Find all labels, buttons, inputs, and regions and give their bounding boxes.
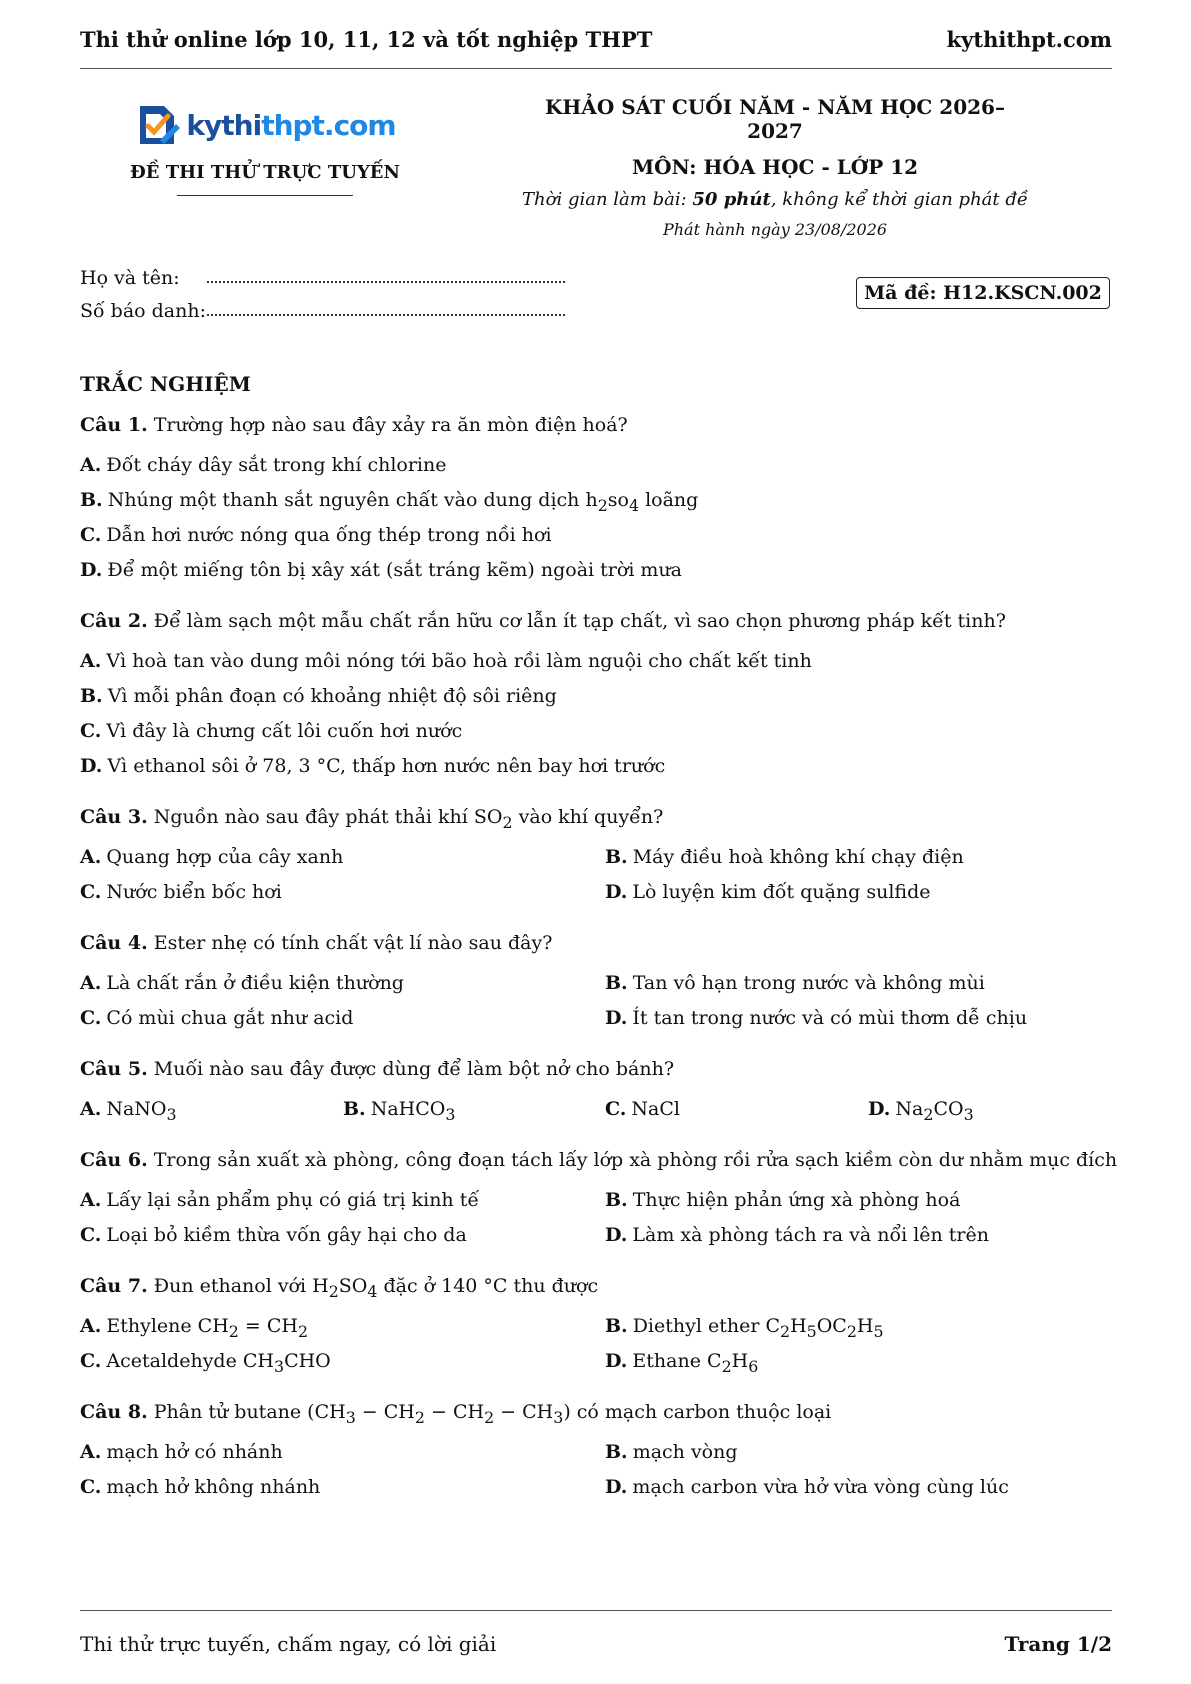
option-text: Vì đây là chưng cất lôi cuốn hơi nước xyxy=(106,720,463,742)
option-text: mạch hở không nhánh xyxy=(106,1476,321,1498)
option-text: Là chất rắn ở điều kiện thường xyxy=(106,972,404,994)
option-text: Quang hợp của cây xanh xyxy=(106,846,344,868)
answer-options xyxy=(80,644,1112,784)
option-letter: D. xyxy=(868,1098,891,1120)
answer-option-d[interactable] xyxy=(605,1001,1112,1036)
answer-option-d[interactable] xyxy=(80,553,1112,588)
question-text: Nguồn nào sau đây phát thải khí $SO_2$ vào khí quyển? xyxy=(147,806,664,832)
page-number: Trang 1/2 xyxy=(1004,1632,1112,1656)
option-letter: C. xyxy=(80,1476,102,1498)
student-id-field[interactable] xyxy=(207,295,565,316)
answer-option-c[interactable] xyxy=(80,1470,605,1505)
answer-option-c[interactable] xyxy=(605,1092,868,1127)
option-letter: A. xyxy=(80,972,102,994)
option-text: Thực hiện phản ứng xà phòng hoá xyxy=(632,1189,961,1211)
answer-option-c[interactable] xyxy=(80,1218,605,1253)
option-text: Nước biển bốc hơi xyxy=(106,881,282,903)
question-number: Câu 3. xyxy=(80,806,148,828)
answer-option-d[interactable] xyxy=(605,1470,1112,1505)
question-number: Câu 4. xyxy=(80,932,148,954)
option-text: NaHCO$_3$ xyxy=(370,1098,456,1124)
option-text: Vì hoà tan vào dung môi nóng tới bão hoà rồi làm nguội cho chất kết tinh xyxy=(106,650,812,672)
answer-option-d[interactable] xyxy=(605,875,1112,910)
option-text: Acetaldehyde $CH_3CHO$ xyxy=(106,1350,331,1376)
option-text: mạch carbon vừa hở vừa vòng cùng lúc xyxy=(632,1476,1009,1498)
duration-prefix: Thời gian làm bài: xyxy=(522,189,693,210)
question-number: Câu 2. xyxy=(80,610,148,632)
footer-divider xyxy=(80,1610,1112,1611)
answer-option-d[interactable] xyxy=(80,749,1112,784)
question-6 xyxy=(80,1145,1118,1253)
exam-page xyxy=(80,0,1118,1684)
question-stem xyxy=(80,1054,1112,1084)
student-info xyxy=(80,262,565,328)
exam-duration xyxy=(520,189,1030,210)
option-text: Đốt cháy dây sắt trong khí chlorine xyxy=(106,454,447,476)
option-text: Lò luyện kim đốt quặng sulfide xyxy=(632,881,931,903)
question-number: Câu 1. xyxy=(80,414,148,436)
page-header xyxy=(80,22,1112,56)
option-letter: A. xyxy=(80,846,102,868)
header-site-link[interactable]: kythithpt.com xyxy=(946,26,1112,52)
option-text: mạch hở có nhánh xyxy=(106,1441,283,1463)
page-footer xyxy=(80,1632,1112,1656)
answer-option-b[interactable] xyxy=(343,1092,605,1127)
answer-option-a[interactable] xyxy=(80,644,1112,679)
answer-option-d[interactable] xyxy=(868,1092,1112,1127)
question-stem xyxy=(80,802,1112,832)
name-field[interactable] xyxy=(207,262,565,283)
logo-text-part1: kythi xyxy=(186,108,262,142)
duration-suffix: , không kể thời gian phát đề xyxy=(770,189,1028,210)
question-number: Câu 5. xyxy=(80,1058,148,1080)
question-number: Câu 6. xyxy=(80,1149,148,1171)
option-letter: D. xyxy=(80,755,103,777)
question-4 xyxy=(80,928,1112,1036)
question-stem xyxy=(80,606,1112,636)
option-letter: B. xyxy=(80,685,103,707)
option-letter: C. xyxy=(605,1098,627,1120)
answer-options xyxy=(80,1092,1112,1127)
release-date: Phát hành ngày 23/08/2026 xyxy=(662,220,888,239)
answer-options xyxy=(80,1435,1112,1505)
option-letter: B. xyxy=(343,1098,366,1120)
answer-option-b[interactable] xyxy=(80,483,1112,518)
exam-title: KHẢO SÁT CUỐI NĂM - NĂM HỌC 2026–2027 xyxy=(545,95,1005,143)
option-letter: D. xyxy=(605,1224,628,1246)
option-letter: D. xyxy=(605,1007,628,1029)
question-text: Trường hợp nào sau đây xảy ra ăn mòn điện hoá? xyxy=(147,414,628,436)
question-text: Ester nhẹ có tính chất vật lí nào sau đây? xyxy=(147,932,553,954)
question-stem xyxy=(80,1271,1112,1301)
option-letter: C. xyxy=(80,1007,102,1029)
option-letter: C. xyxy=(80,524,102,546)
answer-options xyxy=(80,1309,1112,1379)
option-letter: C. xyxy=(80,1350,102,1372)
exam-heading xyxy=(520,95,1030,239)
option-text: NaNO$_3$ xyxy=(106,1098,177,1124)
question-3 xyxy=(80,802,1112,910)
answer-option-b[interactable] xyxy=(605,1309,1112,1344)
question-5 xyxy=(80,1054,1112,1127)
answer-option-a[interactable] xyxy=(80,1183,605,1218)
question-text: Để làm sạch một mẫu chất rắn hữu cơ lẫn ít tạp chất, vì sao chọn phương pháp kết tinh? xyxy=(147,610,1006,632)
option-letter: A. xyxy=(80,1441,102,1463)
section-title: TRẮC NGHIỆM xyxy=(80,372,251,396)
option-letter: B. xyxy=(605,972,628,994)
question-text: Muối nào sau đây được dùng để làm bột nở cho bánh? xyxy=(147,1058,675,1080)
answer-option-b[interactable] xyxy=(605,1435,1112,1470)
duration-value: 50 phút xyxy=(692,189,771,210)
header-divider xyxy=(80,68,1112,69)
footer-tagline: Thi thử trực tuyến, chấm ngay, có lời giải xyxy=(80,1632,497,1656)
logo-text-part2: thpt.com xyxy=(261,108,396,142)
answer-option-c[interactable] xyxy=(80,1344,605,1379)
question-stem xyxy=(80,1397,1112,1427)
option-letter: C. xyxy=(80,881,102,903)
answer-option-b[interactable] xyxy=(605,840,1112,875)
answer-option-b[interactable] xyxy=(605,966,1112,1001)
answer-option-c[interactable] xyxy=(80,714,1112,749)
question-7 xyxy=(80,1271,1112,1379)
answer-option-a[interactable] xyxy=(80,1435,605,1470)
student-id-label: Số báo danh: xyxy=(80,300,207,322)
question-text: Đun ethanol với $H_2SO_4$ đặc ở 140 °C thu được xyxy=(147,1275,599,1301)
option-letter: B. xyxy=(605,1189,628,1211)
logo-wordmark xyxy=(186,109,395,142)
exam-type-subtitle: ĐỀ THI THỬ TRỰC TUYẾN xyxy=(130,162,400,183)
pencil-check-icon xyxy=(134,100,180,150)
answer-option-c[interactable] xyxy=(80,518,1112,553)
option-letter: B. xyxy=(605,1315,628,1337)
question-stem xyxy=(80,410,1112,440)
question-text: Trong sản xuất xà phòng, công đoạn tách lấy lớp xà phòng rồi rửa sạch kiềm còn dư nhằm mục đích xyxy=(147,1149,1118,1171)
option-letter: D. xyxy=(605,1476,628,1498)
option-letter: A. xyxy=(80,650,102,672)
answer-option-b[interactable] xyxy=(80,679,1112,714)
option-text: Lấy lại sản phẩm phụ có giá trị kinh tế xyxy=(106,1189,480,1211)
option-letter: B. xyxy=(605,1441,628,1463)
option-text: Làm xà phòng tách ra và nổi lên trên xyxy=(632,1224,989,1246)
option-letter: C. xyxy=(80,1224,102,1246)
option-letter: A. xyxy=(80,1098,102,1120)
option-text: Nhúng một thanh sắt nguyên chất vào dung dịch $h_2so_4$ loãng xyxy=(107,489,699,515)
question-number: Câu 7. xyxy=(80,1275,148,1297)
answer-option-a[interactable] xyxy=(80,840,605,875)
question-1 xyxy=(80,410,1112,588)
answer-option-d[interactable] xyxy=(605,1344,1112,1379)
option-text: Ethane $C_2H_6$ xyxy=(632,1350,759,1376)
option-text: Vì ethanol sôi ở 78, 3 °C, thấp hơn nước nên bay hơi trước xyxy=(107,755,666,777)
question-text: Phân tử butane $(CH_3 - CH_2 - CH_2 - CH_3)$ có mạch carbon thuộc loại xyxy=(147,1401,832,1427)
option-letter: B. xyxy=(605,846,628,868)
option-letter: A. xyxy=(80,1315,102,1337)
question-number: Câu 8. xyxy=(80,1401,148,1423)
answer-option-a[interactable] xyxy=(80,1309,605,1344)
option-letter: A. xyxy=(80,1189,102,1211)
option-text: Loại bỏ kiềm thừa vốn gây hại cho da xyxy=(106,1224,467,1246)
answer-options xyxy=(80,1183,1112,1253)
option-letter: D. xyxy=(605,881,628,903)
option-letter: A. xyxy=(80,454,102,476)
exam-code-box: Mã đề: H12.KSCN.002 xyxy=(856,277,1110,309)
question-stem xyxy=(80,1145,1118,1175)
name-label: Họ và tên: xyxy=(80,267,180,289)
answer-options xyxy=(80,840,1112,910)
answer-option-c[interactable] xyxy=(80,1001,605,1036)
answer-option-d[interactable] xyxy=(605,1218,1112,1253)
option-text: NaCl xyxy=(631,1098,680,1120)
answer-options xyxy=(80,966,1112,1036)
option-text: Ít tan trong nước và có mùi thơm dễ chịu xyxy=(632,1007,1028,1029)
option-text: Máy điều hoà không khí chạy điện xyxy=(632,846,964,868)
site-logo[interactable] xyxy=(120,98,410,152)
option-text: Ethylene $CH_2 = CH_2$ xyxy=(106,1315,309,1341)
option-text: Dẫn hơi nước nóng qua ống thép trong nồi hơi xyxy=(106,524,552,546)
option-letter: B. xyxy=(80,489,103,511)
logo-block xyxy=(120,98,410,196)
option-letter: D. xyxy=(80,559,103,581)
question-list xyxy=(80,410,1118,1523)
header-left-text: Thi thử online lớp 10, 11, 12 và tốt nghiệp THPT xyxy=(80,26,653,52)
answer-options xyxy=(80,448,1112,588)
answer-option-c[interactable] xyxy=(80,875,605,910)
option-text: Vì mỗi phân đoạn có khoảng nhiệt độ sôi riêng xyxy=(107,685,557,707)
question-8 xyxy=(80,1397,1112,1505)
option-text: $Na_2CO_3$ xyxy=(895,1098,974,1124)
answer-option-b[interactable] xyxy=(605,1183,1112,1218)
question-stem xyxy=(80,928,1112,958)
option-text: Có mùi chua gắt như acid xyxy=(106,1007,354,1029)
answer-option-a[interactable] xyxy=(80,1092,343,1127)
option-letter: C. xyxy=(80,720,102,742)
option-text: Để một miếng tôn bị xây xát (sắt tráng kẽm) ngoài trời mưa xyxy=(107,559,683,581)
exam-subject: MÔN: HÓA HỌC - LỚP 12 xyxy=(631,155,919,179)
subtitle-underline xyxy=(177,195,353,196)
option-text: Tan vô hạn trong nước và không mùi xyxy=(632,972,985,994)
question-2 xyxy=(80,606,1112,784)
option-text: Diethyl ether $C_2H_5OC_2H_5$ xyxy=(632,1315,884,1341)
answer-option-a[interactable] xyxy=(80,448,1112,483)
option-text: mạch vòng xyxy=(632,1441,738,1463)
answer-option-a[interactable] xyxy=(80,966,605,1001)
option-letter: D. xyxy=(605,1350,628,1372)
